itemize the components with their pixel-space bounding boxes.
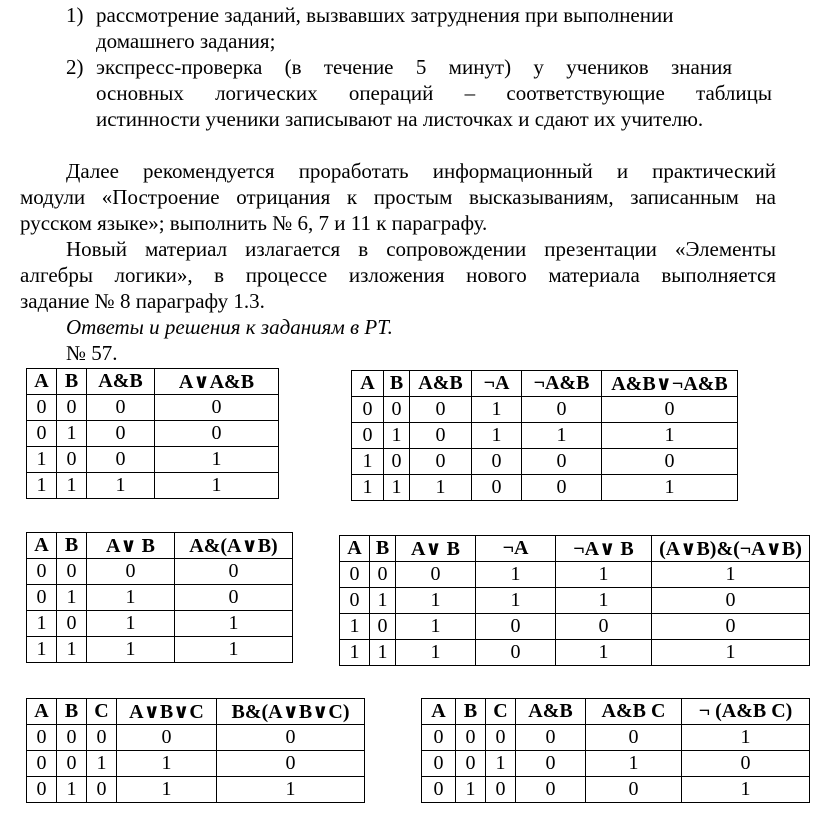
cell: 1 xyxy=(155,473,279,499)
cell: 1 xyxy=(396,588,476,614)
header-cell: A xyxy=(27,533,57,559)
cell: 0 xyxy=(27,751,57,777)
cell: 0 xyxy=(422,777,456,803)
cell: 0 xyxy=(155,421,279,447)
table-row xyxy=(422,725,810,751)
cell: 0 xyxy=(217,725,365,751)
cell: 1 xyxy=(682,777,810,803)
cell: 1 xyxy=(556,588,652,614)
truth-table-1 xyxy=(26,368,279,499)
cell: 1 xyxy=(57,421,87,447)
table-row xyxy=(340,640,810,666)
cell: 1 xyxy=(57,473,87,499)
table-row xyxy=(352,397,738,423)
table-row xyxy=(27,751,365,777)
cell: 0 xyxy=(27,777,57,803)
cell: 0 xyxy=(87,447,155,473)
table-row xyxy=(27,585,293,611)
cell: 1 xyxy=(652,562,810,588)
cell: 1 xyxy=(57,777,87,803)
cell: 1 xyxy=(57,637,87,663)
cell: 0 xyxy=(175,585,293,611)
cell: 1 xyxy=(396,640,476,666)
cell: 0 xyxy=(476,614,556,640)
cell: 0 xyxy=(384,397,410,423)
cell: 0 xyxy=(217,751,365,777)
header-cell: A xyxy=(422,699,456,725)
header-cell: A xyxy=(352,371,384,397)
header-cell: B&(A∨B∨C) xyxy=(217,699,365,725)
table-row xyxy=(340,614,810,640)
cell: 0 xyxy=(57,751,87,777)
cell: 1 xyxy=(155,447,279,473)
cell: 0 xyxy=(422,751,456,777)
table-row xyxy=(340,588,810,614)
cell: 1 xyxy=(117,751,217,777)
answers-heading: Ответы и решения к заданиям в РТ. xyxy=(66,315,393,339)
cell: 0 xyxy=(652,614,810,640)
cell: 0 xyxy=(456,751,486,777)
cell: 0 xyxy=(87,777,117,803)
cell: 1 xyxy=(27,447,57,473)
cell: 0 xyxy=(352,423,384,449)
cell: 0 xyxy=(472,449,522,475)
cell: 0 xyxy=(57,559,87,585)
table-row xyxy=(27,777,365,803)
header-cell: ¬ (A&B C) xyxy=(682,699,810,725)
cell: 0 xyxy=(522,475,602,501)
cell: 1 xyxy=(370,640,396,666)
cell: 0 xyxy=(456,725,486,751)
cell: 0 xyxy=(155,395,279,421)
header-cell: B xyxy=(384,371,410,397)
cell: 0 xyxy=(57,725,87,751)
cell: 1 xyxy=(586,751,682,777)
cell: 0 xyxy=(27,559,57,585)
cell: 1 xyxy=(87,473,155,499)
list-number: 2) xyxy=(66,55,84,79)
cell: 1 xyxy=(682,725,810,751)
cell: 0 xyxy=(57,611,87,637)
cell: 1 xyxy=(340,640,370,666)
table-row xyxy=(27,725,365,751)
task-number: № 57. xyxy=(66,341,118,365)
header-cell: B xyxy=(370,536,396,562)
para1-line-1: Далее рекомендуется проработать информационный и практический xyxy=(66,159,776,183)
table-row xyxy=(27,421,279,447)
cell: 1 xyxy=(87,751,117,777)
cell: 0 xyxy=(516,777,586,803)
table-row xyxy=(352,423,738,449)
cell: 0 xyxy=(352,397,384,423)
cell: 0 xyxy=(27,395,57,421)
list-item-2-line-1: экспресс-проверка (в течение 5 минут) у учеников знания xyxy=(96,55,732,79)
header-cell: B xyxy=(57,699,87,725)
cell: 1 xyxy=(602,423,738,449)
table-row xyxy=(27,473,279,499)
cell: 1 xyxy=(87,637,175,663)
cell: 0 xyxy=(602,449,738,475)
cell: 0 xyxy=(87,725,117,751)
table-row xyxy=(352,475,738,501)
cell: 0 xyxy=(476,640,556,666)
cell: 1 xyxy=(652,640,810,666)
cell: 0 xyxy=(652,588,810,614)
header-cell: A∨ B xyxy=(87,533,175,559)
cell: 1 xyxy=(27,637,57,663)
table-row xyxy=(27,637,293,663)
cell: 1 xyxy=(476,562,556,588)
header-cell: B xyxy=(57,533,87,559)
cell: 1 xyxy=(117,777,217,803)
list-item-1-line-1: рассмотрение заданий, вызвавших затруднения при выполнении xyxy=(96,3,674,27)
para2-line-2: алгебры логики», в процессе изложения нового материала выполняется xyxy=(20,263,776,287)
cell: 1 xyxy=(175,637,293,663)
cell: 0 xyxy=(410,423,472,449)
header-cell: C xyxy=(486,699,516,725)
cell: 0 xyxy=(87,559,175,585)
cell: 0 xyxy=(57,395,87,421)
header-cell: A∨ B xyxy=(396,536,476,562)
header-cell: (A∨B)&(¬A∨B) xyxy=(652,536,810,562)
header-cell: A&B xyxy=(410,371,472,397)
cell: 0 xyxy=(682,751,810,777)
cell: 1 xyxy=(456,777,486,803)
cell: 1 xyxy=(87,611,175,637)
truth-table-3 xyxy=(26,532,293,663)
table-row xyxy=(27,559,293,585)
cell: 0 xyxy=(522,449,602,475)
header-cell: A&B C xyxy=(586,699,682,725)
cell: 0 xyxy=(556,614,652,640)
cell: 1 xyxy=(384,475,410,501)
truth-table-5 xyxy=(26,698,365,803)
header-cell: A xyxy=(340,536,370,562)
cell: 0 xyxy=(410,397,472,423)
table-row xyxy=(352,449,738,475)
header-cell: ¬A xyxy=(476,536,556,562)
cell: 0 xyxy=(472,475,522,501)
cell: 0 xyxy=(27,421,57,447)
cell: 0 xyxy=(486,777,516,803)
header-cell: ¬A&B xyxy=(522,371,602,397)
cell: 0 xyxy=(57,447,87,473)
header-cell: B xyxy=(456,699,486,725)
cell: 0 xyxy=(27,725,57,751)
truth-table-4 xyxy=(339,535,810,666)
cell: 1 xyxy=(384,423,410,449)
list-item-2-line-2: основных логических операций – соответствующие таблицы xyxy=(96,81,772,105)
cell: 1 xyxy=(57,585,87,611)
cell: 1 xyxy=(472,423,522,449)
header-cell: A∨A&B xyxy=(155,369,279,395)
cell: 1 xyxy=(522,423,602,449)
para1-line-2: модули «Построение отрицания к простым высказываниям, записанным на xyxy=(20,185,776,209)
cell: 1 xyxy=(472,397,522,423)
cell: 0 xyxy=(117,725,217,751)
cell: 0 xyxy=(422,725,456,751)
cell: 0 xyxy=(522,397,602,423)
header-cell: A&B xyxy=(87,369,155,395)
header-cell: A xyxy=(27,699,57,725)
cell: 1 xyxy=(476,588,556,614)
cell: 1 xyxy=(352,449,384,475)
cell: 0 xyxy=(340,588,370,614)
table-row xyxy=(27,395,279,421)
table-row xyxy=(422,751,810,777)
cell: 0 xyxy=(410,449,472,475)
cell: 0 xyxy=(586,725,682,751)
truth-table-6 xyxy=(421,698,810,803)
header-cell: ¬A xyxy=(472,371,522,397)
cell: 0 xyxy=(370,614,396,640)
list-item-2-line-3: истинности ученики записывают на листочках и сдают их учителю. xyxy=(96,107,704,131)
header-cell: A&(A∨B) xyxy=(175,533,293,559)
header-cell: A&B xyxy=(516,699,586,725)
cell: 1 xyxy=(486,751,516,777)
cell: 0 xyxy=(516,725,586,751)
cell: 1 xyxy=(340,614,370,640)
cell: 0 xyxy=(87,421,155,447)
header-cell: C xyxy=(87,699,117,725)
cell: 0 xyxy=(396,562,476,588)
cell: 0 xyxy=(486,725,516,751)
table-row xyxy=(340,562,810,588)
cell: 0 xyxy=(586,777,682,803)
header-cell: ¬A∨ B xyxy=(556,536,652,562)
para1-line-3: русском языке»; выполнить № 6, 7 и 11 к параграфу. xyxy=(20,211,488,235)
cell: 0 xyxy=(340,562,370,588)
cell: 0 xyxy=(602,397,738,423)
cell: 1 xyxy=(27,611,57,637)
table-row xyxy=(27,611,293,637)
cell: 0 xyxy=(175,559,293,585)
header-cell: A xyxy=(27,369,57,395)
table-row xyxy=(422,777,810,803)
cell: 0 xyxy=(27,585,57,611)
para2-line-3: задание № 8 параграфу 1.3. xyxy=(20,289,265,313)
cell: 1 xyxy=(370,588,396,614)
cell: 1 xyxy=(175,611,293,637)
cell: 1 xyxy=(27,473,57,499)
header-cell: A∨B∨C xyxy=(117,699,217,725)
cell: 0 xyxy=(370,562,396,588)
table-row xyxy=(27,447,279,473)
cell: 1 xyxy=(410,475,472,501)
truth-table-2 xyxy=(351,370,738,501)
cell: 0 xyxy=(516,751,586,777)
cell: 0 xyxy=(87,395,155,421)
list-number: 1) xyxy=(66,3,84,27)
cell: 0 xyxy=(384,449,410,475)
cell: 1 xyxy=(352,475,384,501)
header-cell: A&B∨¬A&B xyxy=(602,371,738,397)
cell: 1 xyxy=(217,777,365,803)
cell: 1 xyxy=(602,475,738,501)
header-cell: B xyxy=(57,369,87,395)
cell: 1 xyxy=(556,640,652,666)
list-item-1-line-2: домашнего задания; xyxy=(96,29,276,53)
para2-line-1: Новый материал излагается в сопровождении презентации «Элементы xyxy=(66,237,776,261)
cell: 1 xyxy=(396,614,476,640)
cell: 1 xyxy=(556,562,652,588)
cell: 1 xyxy=(87,585,175,611)
